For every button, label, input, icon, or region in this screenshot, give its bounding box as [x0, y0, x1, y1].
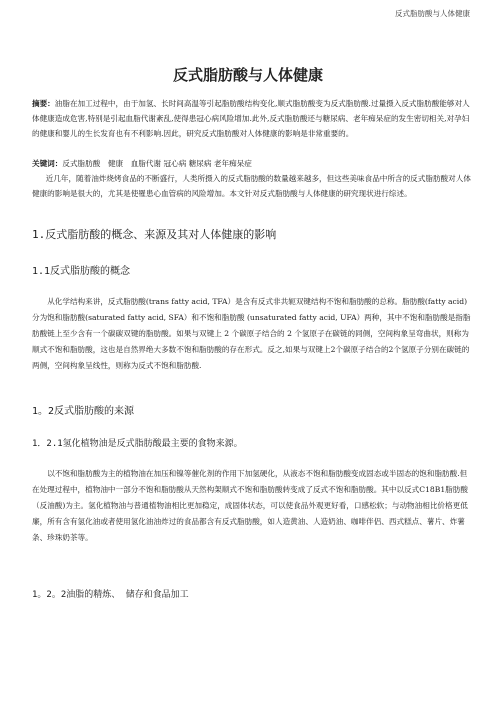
introduction	[32, 171, 472, 201]
keywords-label: 关键词：	[32, 159, 63, 168]
section-heading-1-2-1: 1．2.1氢化植物油是反式脂肪酸最主要的食物来源。	[32, 439, 243, 449]
section-heading-1: 1.反式脂肪酸的概念、来源及其对人体健康的影响	[32, 228, 277, 241]
section-1-1-paragraph: 从化学结构来讲，反式脂肪酸(trans fatty acid, TFA）是含有反式非共轭双键结构不饱和脂肪酸的总称。脂肪酸(fatty acid)分为饱和脂肪酸(saturated fatty acid, SFA）和不饱和脂肪酸 (unsaturated fatty acid, UFA）两种，其中不饱和脂肪酸是指脂肪酸链上至少含有一个碳碳双键的脂肪酸。如果与双键上 2 个碳原子结合的 2 个氢原子在碳链的同侧，空间构象呈弯曲状，则称为顺式不饱和脂肪酸，这也是自然界绝大多数不饱和脂肪酸的存在形式。反之,如果与双键上2个碳原子结合的2个氢原子分别在碳链的两侧，空间构象呈线性，则称为反式不饱和脂肪酸.	[32, 297, 471, 370]
running-header: 反式脂肪酸与人体健康	[395, 9, 470, 18]
intro-paragraph: 近几年，随着油炸烧烤食品的不断盛行，人类所摄入的反式脂肪酸的数量越来越多，但这些美味食品中所含的反式脂肪酸对人体健康的影响是很大的，尤其是使罹患心血管病的风险增加。本文针对反式脂肪酸与人体健康的研究现状进行综述。	[32, 174, 471, 198]
section-heading-1-2: 1。2反式脂肪酸的来源	[32, 406, 135, 417]
section-1-2-1-paragraph: 以不饱和脂肪酸为主的植物油在加压和镍等催化剂的作用下加氢硬化，从液态不饱和脂肪酸变成固态或半固态的饱和脂肪酸.但在处理过程中，植物油中一部分不饱和脂肪酸从天然构架顺式不饱和脂肪酸转变成了反式不饱和脂肪酸。其中以反式C18B1脂肪酸（反油酸)为主。氢化植物油与普通植物油相比更加稳定，成固体状态，可以使食品外观更好看，口感松软；与动物油相比价格更低廉，所有含有氢化油或者使用氢化油油炸过的食品都含有反式脂肪酸，如人造黄油、人造奶油、咖啡伴侣、西式糕点、薯片、炸薯条、珍珠奶茶等。	[32, 469, 468, 542]
abstract	[32, 96, 472, 141]
abstract-text: 油脂在加工过程中，由于加氢、长时间高温等引起脂肪酸结构变化,顺式脂肪酸变为反式脂肪酸.过量摄入反式脂肪酸能够对人体健康造成危害,特别是引起血脂代谢紊乱,使得患冠心病风险增加.此外,反式脂肪酸还与糖尿病、老年痴呆症的发生密切相关,对孕妇的健康和婴儿的生长发育也有不利影响.因此，研究反式脂肪酸对人体健康的影响是非常重要的。	[32, 99, 470, 138]
page-title: 反式脂肪酸与人体健康	[172, 66, 323, 84]
abstract-label: 摘要：	[32, 99, 55, 108]
section-1-2-1-body	[32, 466, 472, 546]
keywords-text: 反式脂肪酸 健康 血脂代谢 冠心病 糖尿病 老年痴呆症	[62, 159, 252, 168]
section-1-1-body	[32, 294, 472, 374]
section-heading-1-1: 1.1反式脂肪酸的概念	[32, 266, 131, 277]
keywords	[32, 156, 472, 171]
section-heading-1-2-2: 1。2。2油脂的精炼、 储存和食品加工	[32, 590, 189, 600]
